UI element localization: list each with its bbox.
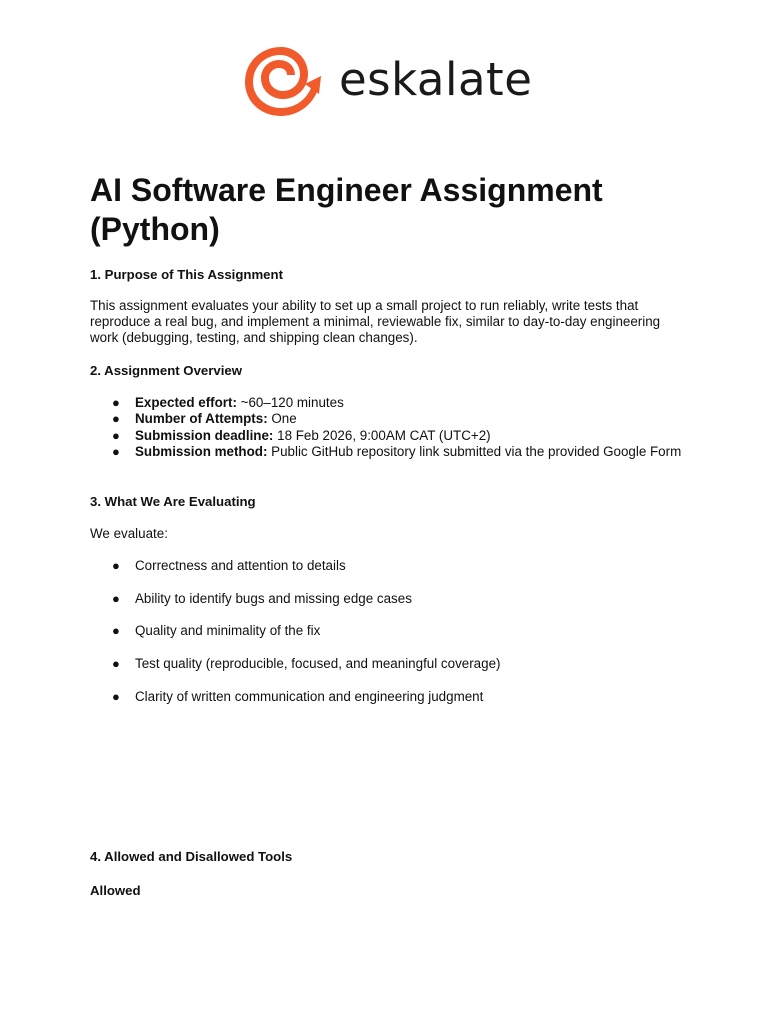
bullet-icon: ●: [112, 590, 120, 606]
eskalate-spiral-logo-icon: [241, 44, 323, 118]
section-3-intro: We evaluate:: [90, 526, 168, 542]
list-item: ● Submission deadline: 18 Feb 2026, 9:00AM CAT (UTC+2): [112, 427, 491, 443]
list-item: ● Submission method: Public GitHub repository link submitted via the provided Google Form: [112, 443, 682, 459]
bullet-icon: ●: [112, 558, 120, 574]
list-item: ● Test quality (reproducible, focused, and meaningful coverage): [112, 655, 501, 671]
bullet-icon: ●: [112, 655, 120, 671]
document-body: [90, 171, 690, 721]
section-3-heading: 3. What We Are Evaluating: [90, 494, 256, 510]
list-item: ● Number of Attempts: One: [112, 411, 297, 427]
section-1-heading: 1. Purpose of This Assignment: [90, 267, 283, 282]
bullet-icon: ●: [112, 688, 120, 704]
bullet-icon: ●: [112, 427, 120, 443]
list-item: ● Correctness and attention to details: [112, 558, 346, 574]
list-item: ● Ability to identify bugs and missing edge cases: [112, 590, 412, 606]
document-title: AI Software Engineer Assignment (Python): [90, 172, 603, 247]
list-item: ● Expected effort: ~60–120 minutes: [112, 395, 344, 410]
section-2-heading: 2. Assignment Overview: [90, 363, 242, 378]
allowed-subheading: Allowed: [90, 883, 141, 898]
bullet-icon: ●: [112, 623, 120, 639]
brand-name: eskalate: [339, 52, 533, 106]
bullet-icon: ●: [112, 411, 120, 427]
overview-list: [90, 395, 690, 460]
list-item: ● Clarity of written communication and engineering judgment: [112, 688, 484, 704]
section-4-heading: 4. Allowed and Disallowed Tools: [90, 849, 293, 864]
brand-logo: [241, 44, 532, 118]
bullet-icon: ●: [112, 395, 120, 410]
section-1-body: This assignment evaluates your ability to set up a small project to run reliably, write tests that reproduce a real bug, and implement a minimal, reviewable fix, similar to day-to-day engineering work (debugging, testing, and shipping clean changes).: [90, 298, 661, 345]
bullet-icon: ●: [112, 443, 120, 459]
evaluation-list: [90, 558, 690, 704]
list-item: ● Quality and minimality of the fix: [112, 623, 321, 639]
